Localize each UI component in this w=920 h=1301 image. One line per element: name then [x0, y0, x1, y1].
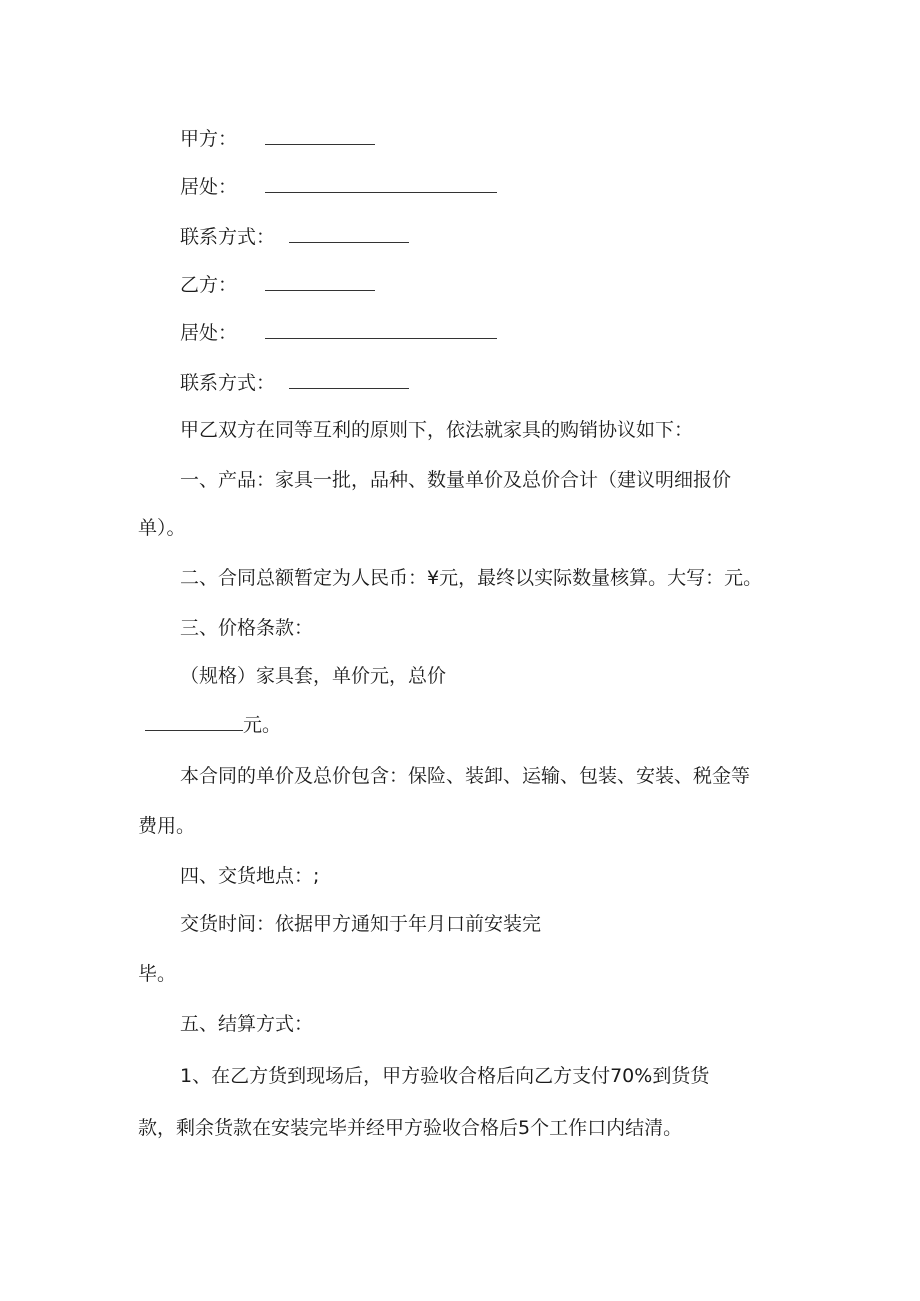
- section-3-inclusion-line-1: 本合同的单价及总价包含：保险、装卸、运输、包装、安装、税金等: [180, 765, 751, 787]
- contact-a-blank[interactable]: [289, 224, 409, 243]
- address-b-row: [180, 320, 497, 345]
- section-1-line-2: 单）。: [138, 517, 186, 539]
- address-b-label: 居处：: [180, 322, 238, 344]
- section-3-total-row: [145, 712, 281, 737]
- party-a-row: [180, 126, 375, 151]
- section-5-item-1-line-1: 1、在乙方货到现场后，甲方验收合格后向乙方支付70%到货货: [180, 1065, 710, 1087]
- party-b-label: 乙方：: [180, 274, 238, 296]
- address-a-blank[interactable]: [265, 174, 497, 193]
- party-a-label: 甲方：: [180, 128, 238, 150]
- delivery-time-line-2: 毕。: [138, 963, 177, 985]
- delivery-time-line-1: 交货时间：依据甲方通知于年月口前安装完: [180, 913, 542, 935]
- address-b-blank[interactable]: [265, 320, 497, 339]
- section-5-item-1-line-2: 款，剩余货款在安装完毕并经甲方验收合格后5个工作口内结清。: [138, 1117, 683, 1139]
- party-a-blank[interactable]: [265, 126, 375, 145]
- contact-a-row: [180, 224, 409, 249]
- section-3-inclusion-line-2: 费用。: [138, 815, 196, 837]
- contact-b-label: 联系方式：: [180, 372, 276, 394]
- intro-paragraph: 甲乙双方在同等互利的原则下，依法就家具的购销协议如下：: [180, 419, 694, 441]
- contact-b-row: [180, 370, 409, 395]
- section-4-title: 四、交货地点：;: [180, 865, 320, 887]
- section-5-title: 五、结算方式：: [180, 1013, 314, 1035]
- address-a-row: [180, 174, 497, 199]
- section-3-spec: （规格）家具套，单价元，总价: [180, 665, 447, 687]
- section-1-line-1: 一、产品：家具一批，品种、数量单价及总价合计（建议明细报价: [180, 469, 732, 491]
- total-price-blank[interactable]: [145, 712, 243, 731]
- address-a-label: 居处：: [180, 176, 238, 198]
- contact-a-label: 联系方式：: [180, 226, 276, 248]
- total-price-suffix: 元。: [243, 714, 282, 736]
- party-b-row: [180, 272, 375, 297]
- party-b-blank[interactable]: [265, 272, 375, 291]
- section-2-paragraph: 二、合同总额暂定为人民币：¥元，最终以实际数量核算。大写：元。: [180, 567, 763, 589]
- section-3-title: 三、价格条款：: [180, 617, 314, 639]
- contact-b-blank[interactable]: [289, 370, 409, 389]
